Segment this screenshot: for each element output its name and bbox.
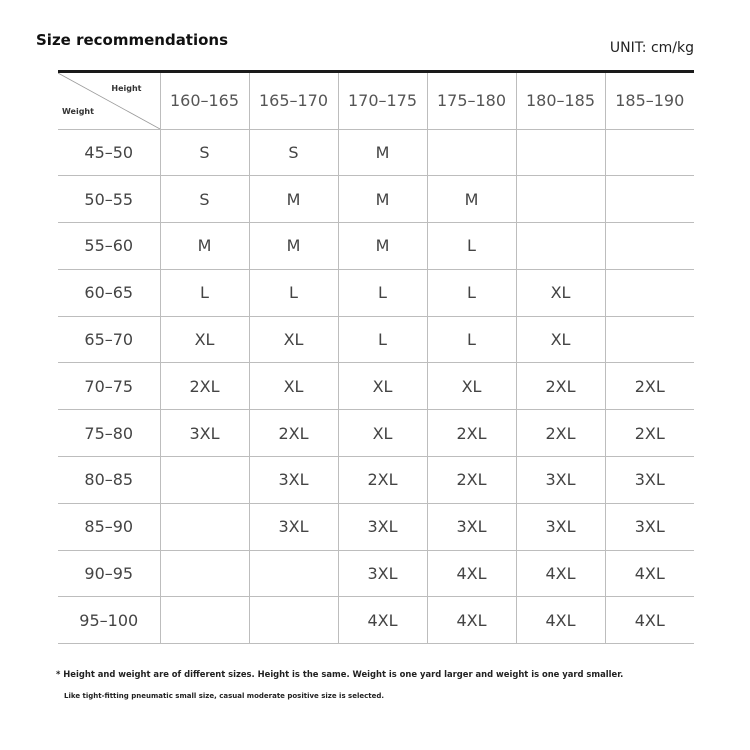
size-cell — [516, 176, 605, 223]
weight-range-cell: 55–60 — [58, 223, 160, 270]
size-cell: L — [160, 269, 249, 316]
size-cell — [605, 223, 694, 270]
page-title: Size recommendations — [36, 31, 229, 49]
weight-range-cell: 70–75 — [58, 363, 160, 410]
corner-header-cell — [58, 73, 160, 129]
size-cell — [249, 550, 338, 597]
size-cell: 2XL — [516, 363, 605, 410]
size-cell — [160, 550, 249, 597]
size-table — [58, 73, 694, 644]
size-cell — [249, 597, 338, 644]
table-row — [58, 316, 694, 363]
size-cell — [160, 597, 249, 644]
size-cell: XL — [249, 316, 338, 363]
size-cell: M — [160, 223, 249, 270]
size-cell: XL — [249, 363, 338, 410]
size-cell: 2XL — [427, 410, 516, 457]
size-cell: 4XL — [427, 550, 516, 597]
size-cell — [160, 457, 249, 504]
footnote-secondary: Like tight-fitting pneumatic small size, casual moderate positive size is selected. — [64, 692, 385, 700]
size-cell: 4XL — [516, 550, 605, 597]
table-row — [58, 176, 694, 223]
size-cell — [516, 223, 605, 270]
size-cell: 3XL — [605, 503, 694, 550]
size-cell: L — [427, 223, 516, 270]
table-row — [58, 269, 694, 316]
weight-range-cell: 75–80 — [58, 410, 160, 457]
corner-weight-label: Weight — [62, 106, 94, 116]
size-cell: 4XL — [427, 597, 516, 644]
size-cell: M — [249, 176, 338, 223]
size-cell — [516, 129, 605, 176]
size-cell — [605, 176, 694, 223]
size-cell: 4XL — [605, 597, 694, 644]
footnote-primary: * Height and weight are of different sizes. Height is the same. Weight is one yard larger and weight is one yard smaller. — [56, 669, 624, 679]
corner-diagonal-line — [58, 73, 160, 129]
size-cell: L — [338, 316, 427, 363]
weight-range-cell: 65–70 — [58, 316, 160, 363]
table-row — [58, 223, 694, 270]
size-cell: M — [338, 176, 427, 223]
unit-label: UNIT: cm/kg — [609, 40, 694, 56]
size-cell: XL — [516, 316, 605, 363]
size-cell: XL — [516, 269, 605, 316]
size-cell — [427, 129, 516, 176]
table-row — [58, 363, 694, 410]
size-cell — [605, 129, 694, 176]
table-row — [58, 597, 694, 644]
table-row — [58, 457, 694, 504]
size-cell: S — [160, 129, 249, 176]
height-header: 175–180 — [427, 73, 516, 129]
size-cell: 4XL — [516, 597, 605, 644]
size-cell: L — [249, 269, 338, 316]
weight-range-cell: 45–50 — [58, 129, 160, 176]
size-cell: M — [338, 223, 427, 270]
size-cell: 3XL — [605, 457, 694, 504]
size-cell: XL — [160, 316, 249, 363]
header-row — [58, 73, 694, 129]
size-cell — [605, 316, 694, 363]
size-cell: XL — [338, 410, 427, 457]
weight-range-cell: 85–90 — [58, 503, 160, 550]
size-table-container — [58, 70, 694, 644]
weight-range-cell: 50–55 — [58, 176, 160, 223]
size-cell: 2XL — [605, 363, 694, 410]
size-cell — [605, 269, 694, 316]
table-row — [58, 503, 694, 550]
size-cell: L — [427, 269, 516, 316]
size-cell: XL — [338, 363, 427, 410]
table-body — [58, 129, 694, 644]
size-cell: 2XL — [427, 457, 516, 504]
size-cell: M — [338, 129, 427, 176]
table-row — [58, 550, 694, 597]
height-header: 185–190 — [605, 73, 694, 129]
size-cell: S — [249, 129, 338, 176]
size-cell: 4XL — [338, 597, 427, 644]
size-cell: 3XL — [516, 457, 605, 504]
size-cell: 3XL — [427, 503, 516, 550]
size-cell: 3XL — [338, 503, 427, 550]
size-cell: 2XL — [160, 363, 249, 410]
size-cell: 3XL — [516, 503, 605, 550]
size-cell: 3XL — [249, 457, 338, 504]
weight-range-cell: 95–100 — [58, 597, 160, 644]
size-cell: 2XL — [605, 410, 694, 457]
size-cell — [160, 503, 249, 550]
size-cell: 4XL — [605, 550, 694, 597]
height-header: 180–185 — [516, 73, 605, 129]
table-row — [58, 129, 694, 176]
table-row — [58, 410, 694, 457]
corner-height-label: Height — [111, 84, 142, 93]
size-cell: 2XL — [338, 457, 427, 504]
size-cell: M — [249, 223, 338, 270]
size-cell: 2XL — [249, 410, 338, 457]
size-cell: M — [427, 176, 516, 223]
weight-range-cell: 90–95 — [58, 550, 160, 597]
size-cell: 3XL — [160, 410, 249, 457]
size-cell: S — [160, 176, 249, 223]
size-cell: XL — [427, 363, 516, 410]
size-cell: L — [338, 269, 427, 316]
weight-range-cell: 80–85 — [58, 457, 160, 504]
height-header: 170–175 — [338, 73, 427, 129]
weight-range-cell: 60–65 — [58, 269, 160, 316]
size-cell: L — [427, 316, 516, 363]
size-cell: 3XL — [249, 503, 338, 550]
height-header: 160–165 — [160, 73, 249, 129]
height-header: 165–170 — [249, 73, 338, 129]
size-cell: 3XL — [338, 550, 427, 597]
size-cell: 2XL — [516, 410, 605, 457]
